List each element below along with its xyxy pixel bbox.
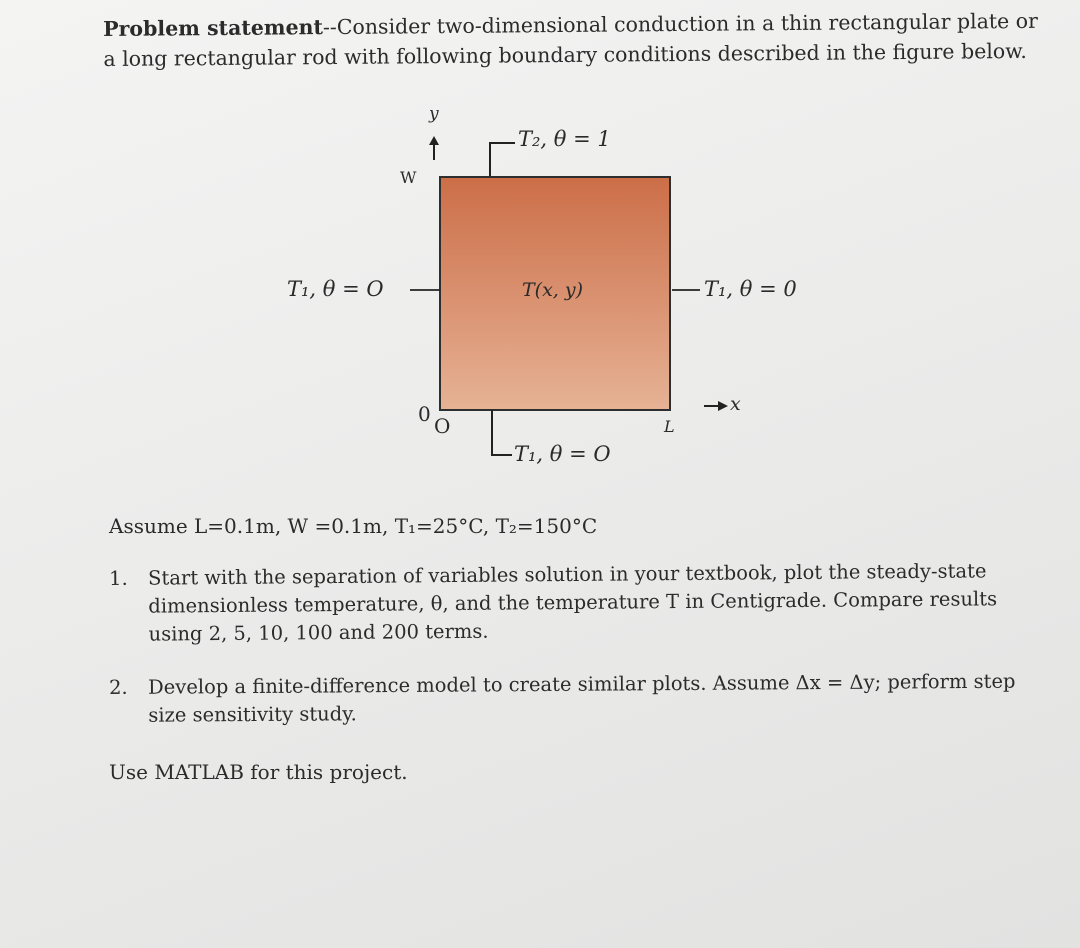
x-axis-arrow-head — [718, 401, 728, 411]
origin-zero-label: O — [434, 414, 451, 438]
statement-lead: Problem statement — [103, 15, 324, 41]
footer-note: Use MATLAB for this project. — [109, 760, 408, 784]
top-bc-label: T₂, θ = 1 — [518, 127, 611, 151]
bottom-bc-bracket — [492, 410, 512, 455]
w-label: W — [400, 168, 417, 187]
task-number: 1. — [109, 566, 128, 590]
origin-label: 0 — [418, 402, 431, 426]
right-bc-label: T₁, θ = 0 — [704, 277, 797, 301]
top-bc-bracket — [490, 143, 515, 176]
bottom-bc-label: T₁, θ = O — [514, 442, 611, 466]
task-text: Start with the separation of variables solution in your textbook, plot the steady-state dimensionless temperature, θ, and the temperature T in Centigrade. Compare results using 2, 5, 10, 100 and 200 terms. — [148, 559, 998, 646]
statement-text: --Consider two-dimensional conduction in a thin rectangular plate or a long rectangular rod with following boundary conditions described in the figure below. — [103, 8, 1038, 71]
assumptions: Assume L=0.1m, W =0.1m, T₁=25°C, T₂=150°C — [109, 514, 598, 538]
task-text: Develop a finite-difference model to create similar plots. Assume Δx = Δy; perform step size sensitivity study. — [148, 669, 1016, 727]
task-item-2 — [109, 668, 1029, 730]
y-axis-label: y — [429, 104, 439, 124]
task-item-1 — [109, 557, 1030, 649]
l-label: L — [664, 417, 675, 436]
center-label: T(x, y) — [522, 279, 584, 301]
left-bc-label: T₁, θ = O — [287, 277, 384, 301]
y-axis-arrow-head — [429, 136, 439, 145]
task-number: 2. — [109, 675, 128, 699]
x-axis-label: x — [730, 393, 741, 415]
